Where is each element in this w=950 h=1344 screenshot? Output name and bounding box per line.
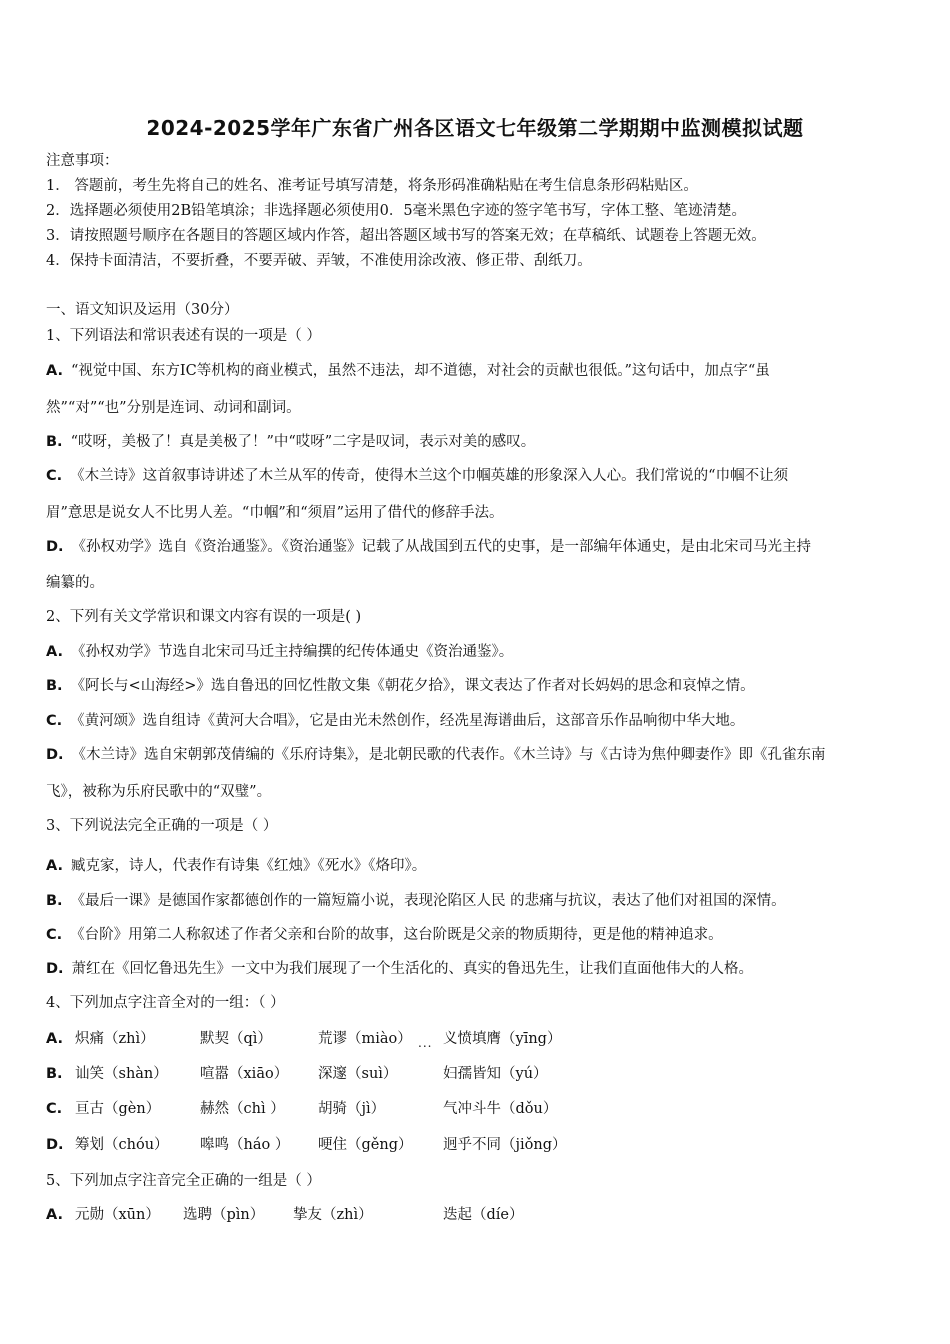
question-1-option-a-cont: 然”“对”“也”分别是连词、动词和副词。	[46, 400, 301, 416]
question-3-option-b	[46, 891, 786, 911]
question-2-option-b	[46, 676, 755, 696]
option-letter: B.	[46, 434, 63, 450]
pinyin-word: 胡骑（jì）	[318, 1101, 386, 1117]
option-letter: C.	[46, 1101, 63, 1117]
option-text: 臧克家，诗人，代表作有诗集《红烛》《死水》《烙印》。	[71, 858, 427, 874]
option-text: 萧红在《回忆鲁迅先生》一文中为我们展现了一个生活化的、真实的鲁迅先生，让我们直面他伟大的人格。	[71, 961, 754, 977]
pinyin-word: 义愤填膺（yīng）	[443, 1031, 562, 1047]
question-1-option-c-cont: 眉”意思是说女人不比男人差。“巾帼”和“须眉”运用了借代的修辞手法。	[46, 505, 504, 521]
question-3-option-c	[46, 925, 723, 945]
option-letter: A.	[46, 858, 63, 874]
option-letter: C.	[46, 468, 63, 484]
option-text: 《木兰诗》选自宋朝郭茂倩编的《乐府诗集》，是北朝民歌的代表作。《木兰诗》与《古诗为焦仲卿妻作》即《孔雀东南	[71, 747, 826, 763]
option-text: 《台阶》用第二人称叙述了作者父亲和台阶的故事，这台阶既是父亲的物质期待，更是他的精神追求。	[70, 927, 723, 943]
option-text: 《孙权劝学》节选自北宋司马迁主持编撰的纪传体通史《资治通鉴》。	[71, 644, 514, 660]
option-letter: D.	[46, 1137, 64, 1153]
option-letter: D.	[46, 961, 64, 977]
option-text: 《孙权劝学》选自《资治通鉴》。《资治通鉴》记载了从战国到五代的史事，是一部编年体通史，是由北宋司马光主持	[71, 539, 812, 555]
option-letter: A.	[46, 363, 63, 379]
question-1-option-a	[46, 361, 770, 381]
notice-item-1: 1． 答题前，考生先将自己的姓名、准考证号填写清楚，将条形码准确粘贴在考生信息条形码粘贴区。	[46, 178, 698, 194]
pinyin-word: 炽痛（zhì）	[75, 1031, 155, 1047]
question-1-option-d	[46, 537, 811, 557]
pinyin-word: 嗥鸣（háo ）	[200, 1137, 290, 1153]
question-1-stem: 1、下列语法和常识表述有误的一项是（ ）	[46, 328, 321, 344]
pinyin-word: 亘古（gèn）	[75, 1101, 161, 1117]
question-1-option-b	[46, 432, 535, 452]
pinyin-word: 挚友（zhì）	[293, 1207, 373, 1223]
option-text: 《最后一课》是德国作家都德创作的一篇短篇小说，表现沦陷区人民 的悲痛与抗议，表达了他们对祖国的深情。	[70, 893, 786, 909]
question-3-option-d	[46, 959, 753, 979]
option-letter: A.	[46, 1207, 63, 1223]
question-2-stem: 2、下列有关文学常识和课文内容有误的一项是( )	[46, 609, 362, 625]
question-2-option-a	[46, 642, 513, 662]
option-letter: D.	[46, 539, 64, 555]
question-2-option-c	[46, 711, 744, 731]
section-heading: 一、语文知识及运用（30分）	[46, 302, 239, 318]
question-1-option-c	[46, 466, 788, 486]
option-letter: A.	[46, 1031, 63, 1047]
pinyin-word: 哽住（gěng）	[318, 1137, 413, 1153]
emphasis-dots: ...	[418, 1036, 433, 1050]
pinyin-word: 元勋（xūn）	[75, 1207, 160, 1223]
pinyin-word: 喧嚣（xiāo）	[200, 1066, 289, 1082]
pinyin-word: 妇孺皆知（yú）	[443, 1066, 548, 1082]
option-letter: A.	[46, 644, 63, 660]
option-letter: D.	[46, 747, 64, 763]
notice-item-2: 2．选择题必须使用2B铅笔填涂；非选择题必须使用0．5毫米黑色字迹的签字笔书写，字体工整、笔迹清楚。	[46, 203, 747, 219]
pinyin-word: 迥乎不同（jiǒng）	[443, 1137, 567, 1153]
pinyin-word: 筹划（chóu）	[75, 1137, 169, 1153]
pinyin-word: 赫然（chì ）	[200, 1101, 285, 1117]
question-3-option-a	[46, 856, 426, 876]
pinyin-word: 气冲斗牛（dǒu）	[443, 1101, 558, 1117]
option-text: “视觉中国、东方IC等机构的商业模式，虽然不违法，却不道德，对社会的贡献也很低。”这句话中，加点字“虽	[71, 363, 770, 379]
page-title: 2024-2025学年广东省广州各区语文七年级第二学期期中监测模拟试题	[146, 116, 804, 140]
notice-item-3: 3．请按照题号顺序在各题目的答题区域内作答，超出答题区域书写的答案无效；在草稿纸、试题卷上答题无效。	[46, 228, 766, 244]
option-text: 《黄河颂》选自组诗《黄河大合唱》，它是由光未然创作，经冼星海谱曲后，这部音乐作品响彻中华大地。	[70, 713, 745, 729]
option-text: 《木兰诗》这首叙事诗讲述了木兰从军的传奇，使得木兰这个巾帼英雄的形象深入人心。我们常说的“巾帼不让须	[70, 468, 789, 484]
notice-heading: 注意事项：	[46, 153, 119, 169]
question-2-option-d-cont: 飞》，被称为乐府民歌中的“双璧”。	[46, 784, 272, 800]
pinyin-word: 深邃（suì）	[318, 1066, 398, 1082]
pinyin-word: 讪笑（shàn）	[75, 1066, 168, 1082]
notice-item-4: 4．保持卡面清洁，不要折叠，不要弄破、弄皱，不准使用涂改液、修正带、刮纸刀。	[46, 253, 592, 269]
question-1-option-d-cont: 编纂的。	[46, 575, 104, 591]
pinyin-word: 默契（qì）	[200, 1031, 272, 1047]
question-3-stem: 3、下列说法完全正确的一项是（ ）	[46, 818, 278, 834]
option-letter: B.	[46, 1066, 63, 1082]
option-text: 《阿长与<山海经>》选自鲁迅的回忆性散文集《朝花夕拾》，课文表达了作者对长妈妈的思念和哀悼之情。	[70, 678, 755, 694]
question-2-option-d	[46, 745, 826, 765]
option-letter: B.	[46, 893, 63, 909]
option-letter: C.	[46, 713, 63, 729]
pinyin-word: 选聘（pìn）	[183, 1207, 265, 1223]
option-text: “哎呀，美极了！真是美极了！”中“哎呀”二字是叹词，表示对美的感叹。	[70, 434, 536, 450]
option-letter: C.	[46, 927, 63, 943]
pinyin-word: 迭起（díe）	[443, 1207, 524, 1223]
pinyin-word: 荒谬（miào）	[318, 1031, 412, 1047]
question-5-stem: 5、下列加点字注音完全正确的一组是（ ）	[46, 1173, 321, 1189]
option-letter: B.	[46, 678, 63, 694]
question-4-stem: 4、下列加点字注音全对的一组：（ ）	[46, 995, 285, 1011]
